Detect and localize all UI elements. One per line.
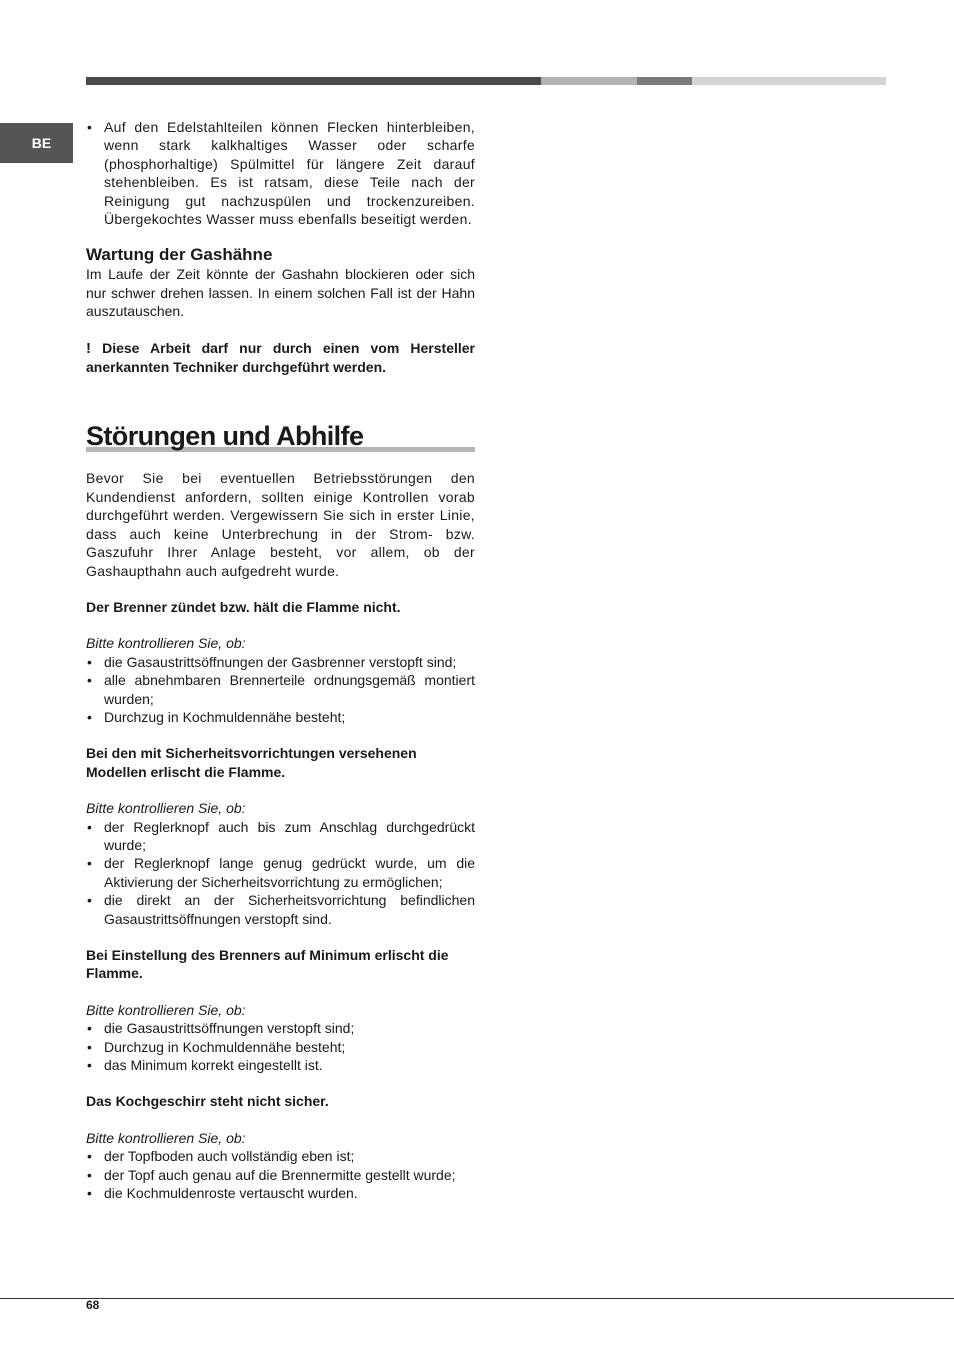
main-column — [86, 118, 475, 1202]
header-bar-segment — [637, 77, 692, 85]
list-item: • Durchzug in Kochmuldennähe besteht; — [86, 1038, 475, 1056]
problem-title: Das Kochgeschirr steht nicht sicher. — [86, 1093, 329, 1110]
check-list — [86, 653, 475, 727]
list-item: • die Gasaustrittsöffnungen verstopft sind; — [86, 1019, 475, 1037]
warning-text: Diese Arbeit darf nur durch einen vom Hersteller anerkannten Techniker durchgeführt werden. — [86, 339, 475, 376]
list-item: • das Minimum korrekt eingestellt ist. — [86, 1056, 475, 1074]
check-list — [86, 1147, 475, 1202]
problem-title: Bei Einstellung des Brenners auf Minimum erlischt die Flamme. — [86, 947, 449, 982]
list-item: • Auf den Edelstahlteilen können Flecken hinterbleiben, wenn stark kalkhaltiges Wasser oder scharfe (phosphorhaltige) Spülmittel für längere Zeit darauf stehenbleiben. Es ist ratsam, diese Teile nach der Reinigung gut nachzuspülen und trockenzureiben. Übergekochtes Wasser muss ebenfalls beseitigt werden. — [86, 118, 475, 228]
language-tab — [0, 123, 73, 163]
maintenance-text: Im Laufe der Zeit könnte der Gashahn blockieren oder sich nur schwer drehen lassen. In einem solchen Fall ist der Hahn auszutauschen. — [86, 266, 475, 320]
footer-rule — [0, 1298, 954, 1299]
check-label: Bitte kontrollieren Sie, ob: — [86, 800, 246, 817]
check-label: Bitte kontrollieren Sie, ob: — [86, 1001, 246, 1018]
list-item: • die direkt an der Sicherheitsvorrichtung befindlichen Gasaustrittsöffnungen verstopft sind. — [86, 891, 475, 928]
list-item: • Durchzug in Kochmuldennähe besteht; — [86, 708, 475, 726]
warning-note — [86, 339, 475, 377]
maintenance-heading: Wartung der Gashähne — [86, 245, 273, 265]
header-bar-segment — [541, 77, 637, 85]
troubleshooting-intro: Bevor Sie bei eventuellen Betriebsstörungen den Kundendienst anfordern, sollten einige Kontrollen vorab durchgeführt werden. Vergewissern Sie sich in erster Linie, dass auch keine Unterbrechung in der Strom- bzw. Gaszufuhr Ihrer Anlage besteht, vor allem, ob der Gashaupthahn auch aufgedreht wurde. — [86, 470, 475, 579]
page-number: 68 — [86, 1298, 100, 1312]
intro-bullet-list — [86, 118, 475, 228]
list-item: • der Reglerknopf auch bis zum Anschlag durchgedrückt wurde; — [86, 818, 475, 855]
check-list — [86, 1019, 475, 1074]
warning-icon: ! — [86, 339, 91, 357]
list-item: • der Reglerknopf lange genug gedrückt wurde, um die Aktivierung der Sicherheitsvorrichtung zu ermöglichen; — [86, 854, 475, 891]
check-label: Bitte kontrollieren Sie, ob: — [86, 635, 246, 652]
list-item: • der Topfboden auch vollständig eben ist; — [86, 1147, 475, 1165]
list-item: • die Gasaustrittsöffnungen der Gasbrenner verstopft sind; — [86, 653, 475, 671]
problem-title: Bei den mit Sicherheitsvorrichtungen versehenen Modellen erlischt die Flamme. — [86, 745, 417, 780]
header-color-bar — [86, 77, 886, 85]
problem-title: Der Brenner zündet bzw. hält die Flamme nicht. — [86, 598, 401, 615]
header-bar-segment — [692, 77, 886, 85]
section-title: Störungen und Abhilfe — [86, 421, 364, 452]
list-item: • alle abnehmbaren Brennerteile ordnungsgemäß montiert wurden; — [86, 671, 475, 708]
list-item: • der Topf auch genau auf die Brennermitte gestellt wurde; — [86, 1166, 475, 1184]
check-list — [86, 818, 475, 928]
list-item: • die Kochmuldenroste vertauscht wurden. — [86, 1184, 475, 1202]
check-label: Bitte kontrollieren Sie, ob: — [86, 1129, 246, 1146]
language-code: BE — [31, 135, 52, 151]
header-bar-segment — [86, 77, 541, 85]
